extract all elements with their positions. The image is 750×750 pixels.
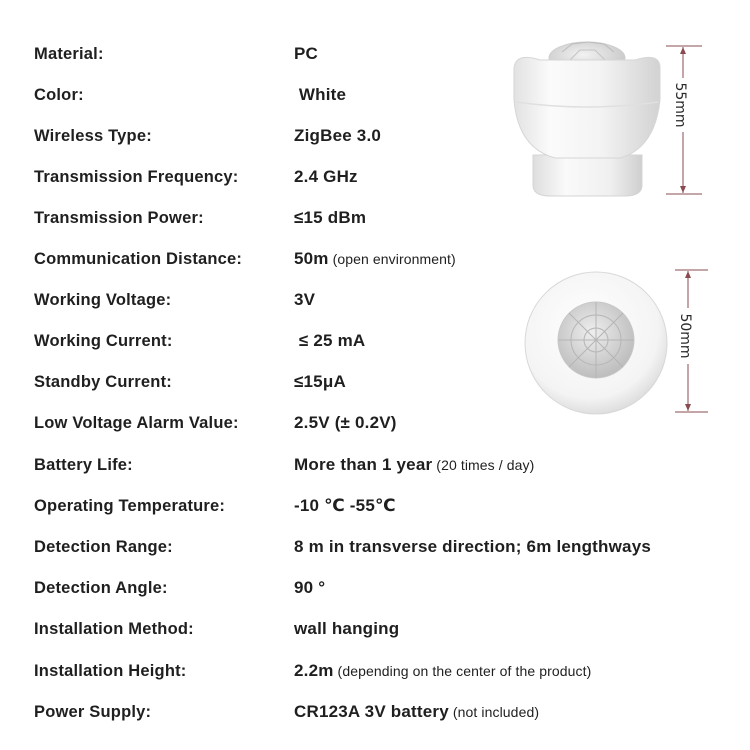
spec-row-installation-height [0, 656, 750, 686]
spec-value [294, 326, 365, 356]
spec-value-main: 2.5V (± 0.2V) [294, 413, 397, 432]
spec-value-main: wall hanging [294, 619, 400, 638]
spec-label: Color: [34, 86, 84, 104]
spec-label: Transmission Power: [34, 209, 204, 227]
diameter-dimension-label: 50mm [677, 313, 693, 359]
spec-row-operating-temperature [0, 491, 750, 521]
sensor-front [525, 272, 667, 414]
spec-value [294, 573, 325, 603]
spec-value [294, 532, 651, 562]
spec-label: Communication Distance: [34, 250, 243, 268]
spec-value-main: 2.4 GHz [294, 167, 358, 186]
spec-value [294, 285, 315, 315]
spec-row-battery-life [0, 450, 750, 480]
spec-value [294, 162, 358, 192]
spec-row-detection-angle [0, 573, 750, 603]
spec-value-main: -10 ℃ -55℃ [294, 496, 396, 515]
spec-value [294, 244, 456, 274]
height-dimension [666, 46, 702, 194]
spec-value-main: 90 ° [294, 578, 326, 597]
spec-label: Battery Life: [34, 456, 133, 474]
spec-label: Standby Current: [34, 373, 172, 391]
spec-label: Wireless Type: [34, 127, 152, 145]
spec-value [294, 491, 396, 521]
diameter-dimension [675, 270, 708, 412]
spec-value [294, 367, 346, 397]
sensor-front-view [510, 258, 720, 428]
spec-value [294, 614, 399, 644]
sensor-body [514, 42, 660, 196]
spec-value-main: 8 m in transverse direction; 6m lengthways [294, 537, 652, 556]
height-dimension-label: 55mm [672, 82, 688, 128]
spec-label: Operating Temperature: [34, 497, 226, 515]
spec-value [294, 39, 318, 69]
spec-value-note: (20 times / day) [432, 457, 535, 473]
spec-value [294, 80, 346, 110]
spec-value-main: ≤15μA [294, 372, 346, 391]
spec-label: Material: [34, 45, 104, 63]
spec-label: Power Supply: [34, 703, 152, 721]
spec-label: Working Current: [34, 332, 173, 350]
spec-row-installation-method [0, 614, 750, 644]
spec-label: Working Voltage: [34, 291, 172, 309]
spec-row-detection-range [0, 532, 750, 562]
spec-value-main: CR123A 3V battery [294, 702, 449, 721]
spec-value-main: 3V [294, 290, 316, 309]
spec-value [294, 450, 534, 480]
spec-value [294, 697, 539, 727]
spec-value-main: White [294, 85, 347, 104]
spec-label: Installation Method: [34, 620, 194, 638]
spec-value [294, 656, 591, 686]
spec-value-main: ≤15 dBm [294, 208, 367, 227]
spec-value-note: (open environment) [328, 251, 456, 267]
sensor-side-view [500, 30, 720, 210]
spec-value [294, 203, 366, 233]
spec-value-main: 50m [294, 249, 329, 268]
spec-value-main: ZigBee 3.0 [294, 126, 382, 145]
spec-value-note: (depending on the center of the product) [333, 663, 592, 679]
spec-label: Transmission Frequency: [34, 168, 239, 186]
spec-row-power-supply [0, 697, 750, 727]
spec-value [294, 121, 381, 151]
spec-value-note: (not included) [448, 704, 540, 720]
spec-label: Detection Range: [34, 538, 173, 556]
spec-value [294, 408, 397, 438]
spec-value-main: PC [294, 44, 319, 63]
spec-label: Low Voltage Alarm Value: [34, 414, 239, 432]
spec-value-main: ≤ 25 mA [294, 331, 366, 350]
spec-value-main: More than 1 year [294, 455, 433, 474]
spec-label: Detection Angle: [34, 579, 168, 597]
spec-value-main: 2.2m [294, 661, 334, 680]
spec-label: Installation Height: [34, 662, 187, 680]
